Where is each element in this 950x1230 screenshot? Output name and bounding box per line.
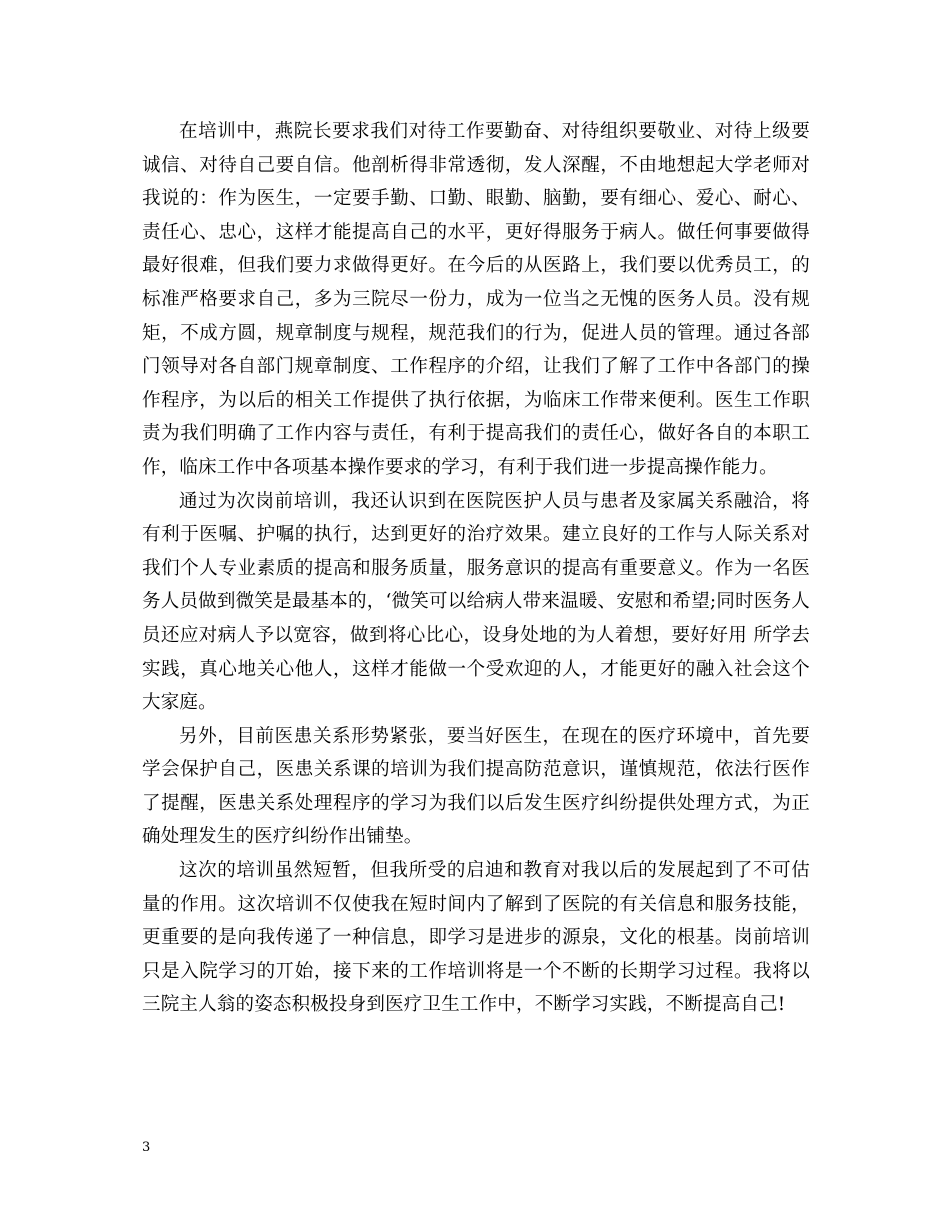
document-body [142, 115, 810, 1022]
page-number: 3 [142, 1140, 151, 1155]
paragraph-2: 通过为次岗前培训，我还认识到在医院医护人员与患者及家属关系融洽，将有利于医嘱、护嘱的执行，达到更好的治疗效果。建立良好的工作与人际关系对我们个人专业素质的提高和服务质量，服务意识的提高有重要意义。作为一名医务人员做到微笑是最基本的，‘微笑可以给病人带来温暖、安慰和希望;同时医务人员还应对病人予以宽容，做到将心比心，设身处地的为人着想，要好好用 所学去实践，真心地关心他人，这样才能做一个受欢迎的人，才能更好的融入社会这个大家庭。 [142, 490, 810, 714]
paragraph-3: 另外，目前医患关系形势紧张，要当好医生，在现在的医疗环境中，首先要学会保护自己，医患关系课的培训为我们提高防范意识，谨慎规范，依法行医作了提醒，医患关系处理程序的学习为我们以后发生医疗纠纷提供处理方式，为正确处理发生的医疗纠纷作出铺垫。 [142, 725, 810, 848]
paragraph-1: 在培训中，燕院长要求我们对待工作要勤奋、对待组织要敬业、对待上级要诚信、对待自己要自信。他剖析得非常透彻，发人深醒，不由地想起大学老师对我说的：作为医生，一定要手勤、口勤、眼勤、脑勤，要有细心、爱心、耐心、责任心、忠心，这样才能提高自己的水平，更好得服务于病人。做任何事要做得最好很难，但我们要力求做得更好。在今后的从医路上，我们要以优秀员工，的标准严格要求自己，多为三院尽一份力，成为一位当之无愧的医务人员。没有规矩，不成方圆，规章制度与规程，规范我们的行为，促进人员的管理。通过各部门领导对各自部门规章制度、工作程序的介绍，让我们了解了工作中各部门的操作程序，为以后的相关工作提供了执行依据，为临床工作带来便利。医生工作职责为我们明确了工作内容与责任，有利于提高我们的责任心，做好各自的本职工作，临床工作中各项基本操作要求的学习，有利于我们进一步提高操作能力。 [142, 121, 810, 478]
paragraph-4: 这次的培训虽然短暂，但我所受的启迪和教育对我以后的发展起到了不可估量的作用。这次培训不仅使我在短时间内了解到了医院的有关信息和服务技能，更重要的是向我传递了一种信息，即学习是进步的源泉，文化的根基。岗前培训只是入院学习的丌始，接下来的工作培训将是一个不断的长期学习过程。我将以三院主人翁的姿态积极投身到医疗卫生工作中，不断学习实践，不断提高自己! [142, 860, 810, 1016]
